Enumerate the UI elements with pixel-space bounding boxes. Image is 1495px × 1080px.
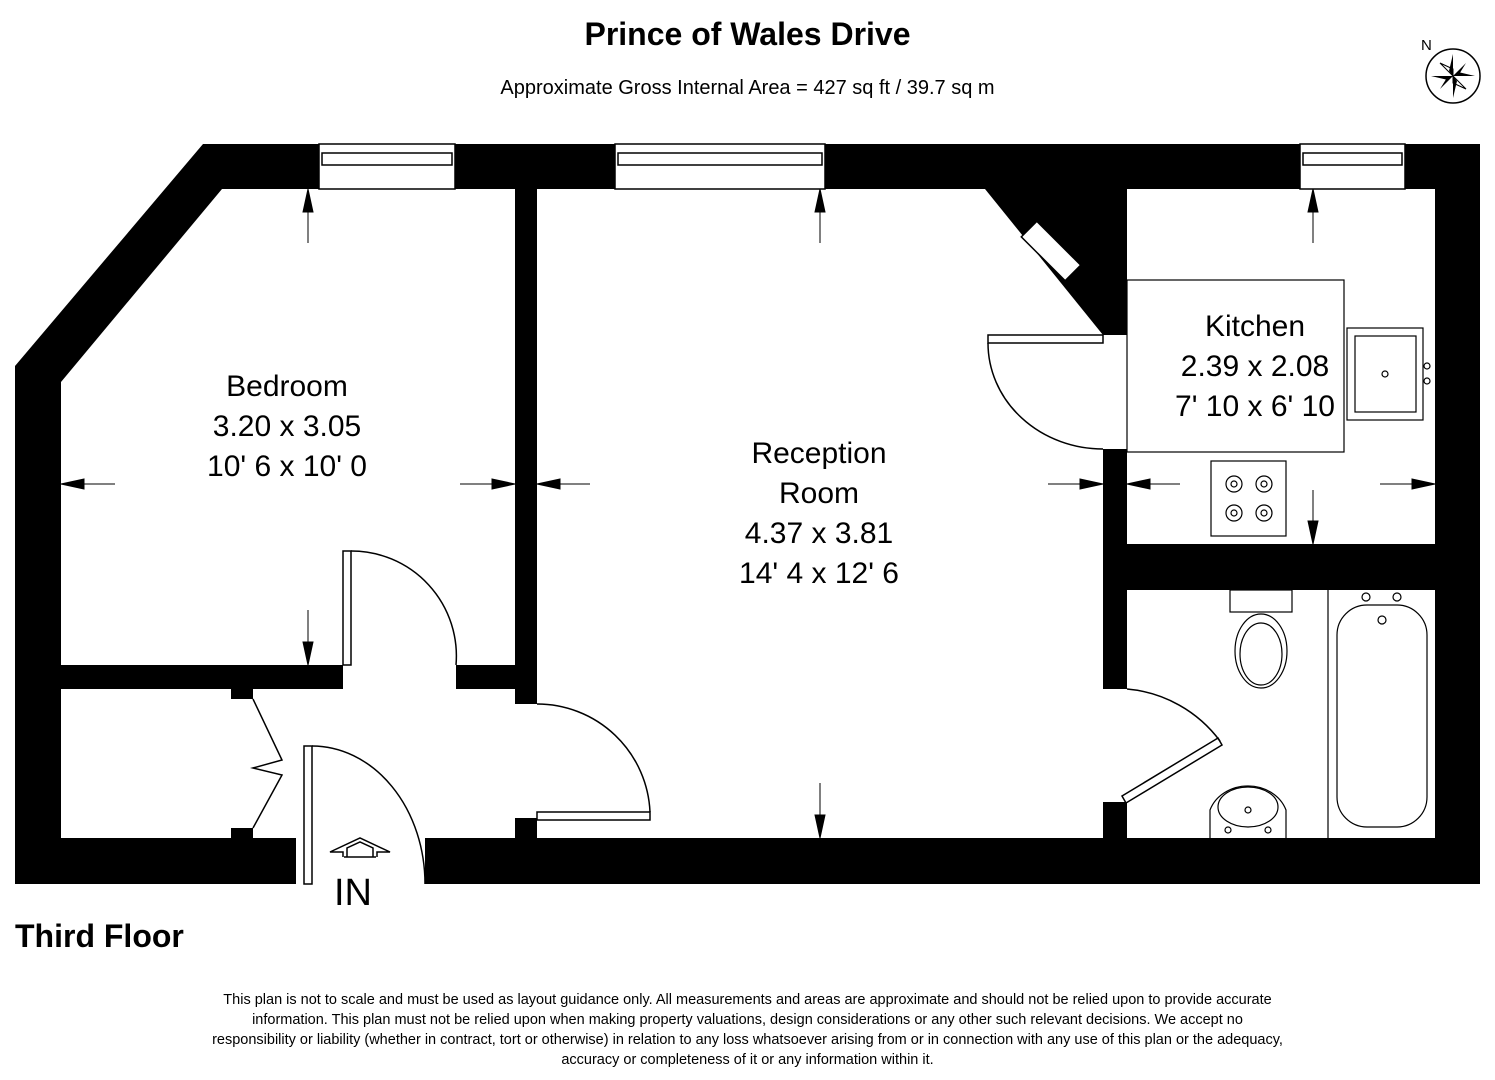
- reception-door-swing: [537, 704, 650, 812]
- kitchen-bathroom-partition: [1127, 544, 1435, 590]
- bathroom-left-wall-stub: [1103, 802, 1127, 840]
- bedroom-imperial: 10' 6 x 10' 0: [207, 450, 367, 483]
- kitchen-name: Kitchen: [1204, 310, 1306, 343]
- entrance-arrow-icon: [330, 838, 390, 857]
- cupboard-stub-bottom: [231, 828, 253, 838]
- bedroom-bottom-wall-left: [61, 665, 343, 689]
- plan-title: Prince of Wales Drive: [584, 16, 911, 52]
- window-reception: [615, 144, 825, 189]
- entrance-door-swing: [312, 746, 425, 884]
- kitchen-metric: 2.39 x 2.08: [1180, 350, 1330, 383]
- hob-icon: [1211, 461, 1286, 536]
- window-bedroom: [319, 144, 455, 189]
- kitchen-left-wall-lower: [1103, 449, 1127, 689]
- entrance-door-leaf: [304, 746, 312, 884]
- outer-wall-top-mid-2: [825, 144, 1300, 189]
- sink-icon: [1347, 328, 1430, 420]
- compass-north-label: N: [1421, 37, 1432, 54]
- toilet-icon: [1230, 590, 1292, 688]
- room-label-reception: [719, 434, 919, 594]
- room-label-bedroom: [187, 367, 387, 487]
- bath-icon: [1337, 593, 1427, 827]
- bathroom-door-leaf: [1122, 738, 1222, 803]
- outer-wall-bottom-right: [425, 838, 1480, 884]
- bedroom-name: Bedroom: [226, 370, 348, 403]
- window-kitchen: [1300, 144, 1405, 189]
- room-label-kitchen: [1155, 307, 1355, 427]
- kitchen-left-wall: [1103, 189, 1127, 335]
- disclaimer-text: This plan is not to scale and must be used as layout guidance only. All measurements and areas are approximate and should not be relied upon to provide accurate information. This plan must not be relied upon when making property valuations, design considerations or any other such relevant decisions. We accept no responsibility or liability (whether in contract, tort or otherwise) in relation to any loss whatsoever arising from or in connection with any use of this plan or the adequacy, accuracy or completeness of it or any information within it.: [212, 992, 1283, 1068]
- partition-stub-bottom: [515, 818, 537, 840]
- bathroom-fittings: [1210, 590, 1427, 838]
- entrance-label: IN: [334, 872, 372, 914]
- bathroom-door-swing: [1127, 689, 1220, 741]
- reception-metric: 4.37 x 3.81: [744, 517, 894, 550]
- cupboard-stub-top: [231, 689, 253, 699]
- kitchen-door-leaf: [988, 335, 1103, 343]
- gross-area-subtitle: Approximate Gross Internal Area = 427 sq ft / 39.7 sq m: [500, 77, 995, 99]
- partition-bedroom-reception: [515, 189, 537, 704]
- basin-icon: [1210, 786, 1286, 838]
- outer-wall-right: [1435, 144, 1480, 884]
- reception-name-line2: Room: [778, 477, 860, 510]
- cupboard-bifold-door: [253, 699, 282, 828]
- floor-label: Third Floor: [15, 918, 184, 954]
- kitchen-imperial: 7' 10 x 6' 10: [1175, 390, 1335, 423]
- bedroom-door-swing: [351, 551, 456, 665]
- reception-door-leaf: [537, 812, 650, 820]
- doors: [253, 335, 1222, 884]
- bedroom-bottom-wall-right: [456, 665, 516, 689]
- bedroom-door-leaf: [343, 551, 351, 665]
- reception-name-line1: Reception: [751, 437, 887, 470]
- outer-wall-top-mid-1: [455, 144, 615, 189]
- reception-imperial: 14' 4 x 12' 6: [739, 557, 899, 590]
- bedroom-metric: 3.20 x 3.05: [212, 410, 362, 443]
- kitchen-door-swing: [988, 343, 1103, 449]
